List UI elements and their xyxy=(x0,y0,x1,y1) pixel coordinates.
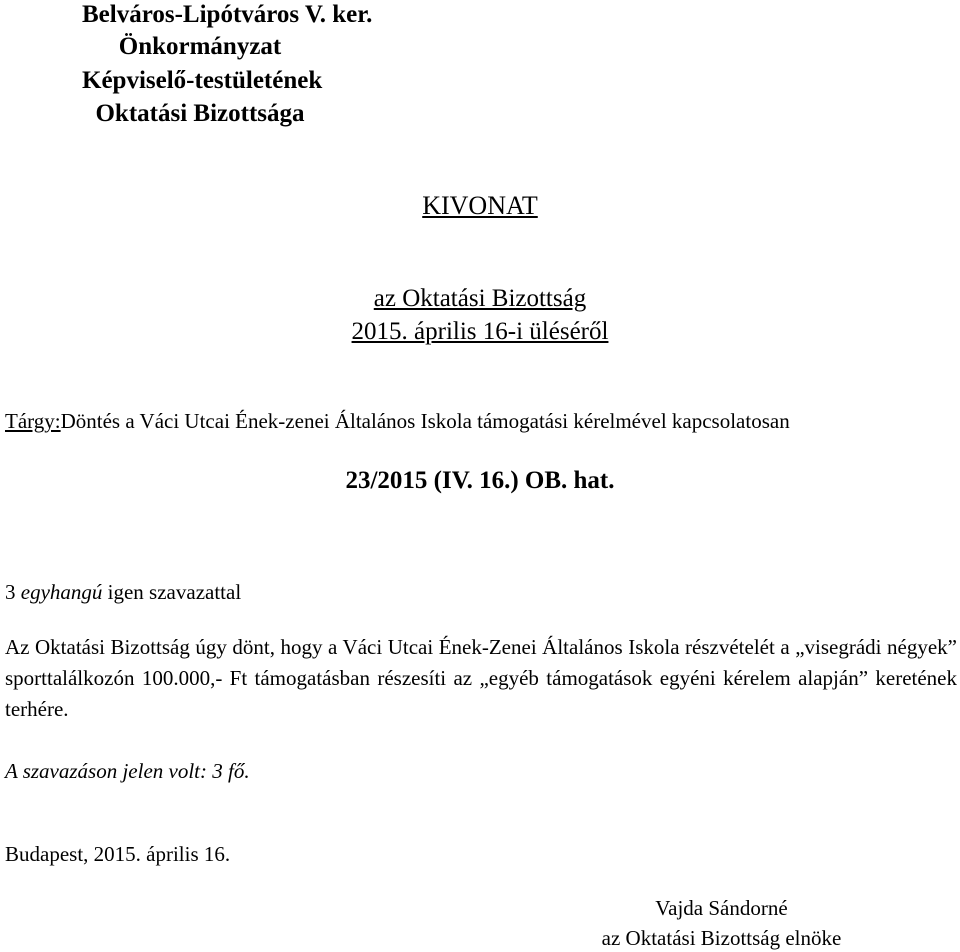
subject-label: Tárgy: xyxy=(5,409,61,433)
subject-text: Döntés a Váci Utcai Ének-zenei Általános Iskola támogatási kérelmével kapcsolatosan xyxy=(60,409,790,433)
vote-count: 3 xyxy=(5,580,16,604)
org-line-committee: Oktatási Bizottsága xyxy=(95,100,305,127)
document-subtitle-committee: az Oktatási Bizottság xyxy=(373,285,587,312)
org-line-council: Képviselő-testületének xyxy=(82,67,323,94)
signatory-name: Vajda Sándorné xyxy=(655,896,788,920)
vote-line xyxy=(5,580,241,605)
attendance-line: A szavazáson jelen volt: 3 fő. xyxy=(5,759,250,783)
document-subtitle-date: 2015. április 16-i üléséről xyxy=(351,318,609,345)
vote-rest: igen szavazattal xyxy=(107,580,242,604)
place-date: Budapest, 2015. április 16. xyxy=(5,842,231,866)
resolution-number: 23/2015 (IV. 16.) OB. hat. xyxy=(345,467,615,494)
org-line-municipality: Önkormányzat xyxy=(118,33,282,60)
decision-paragraph: Az Oktatási Bizottság úgy dönt, hogy a Váci Utcai Ének-Zenei Általános Iskola részvételét a „visegrádi négyek” sporttalálkozón 100.000,- Ft támogatásban részesíti az „egyéb támogatások egyéni kérelem alapján” keretének terhére. xyxy=(5,635,957,721)
org-line-district: Belváros-Lipótváros V. ker. xyxy=(82,1,373,28)
document-title: KIVONAT xyxy=(422,191,538,220)
subject-line xyxy=(5,409,790,434)
vote-type: egyhangú xyxy=(20,580,103,604)
signatory-title: az Oktatási Bizottság elnöke xyxy=(601,926,842,950)
